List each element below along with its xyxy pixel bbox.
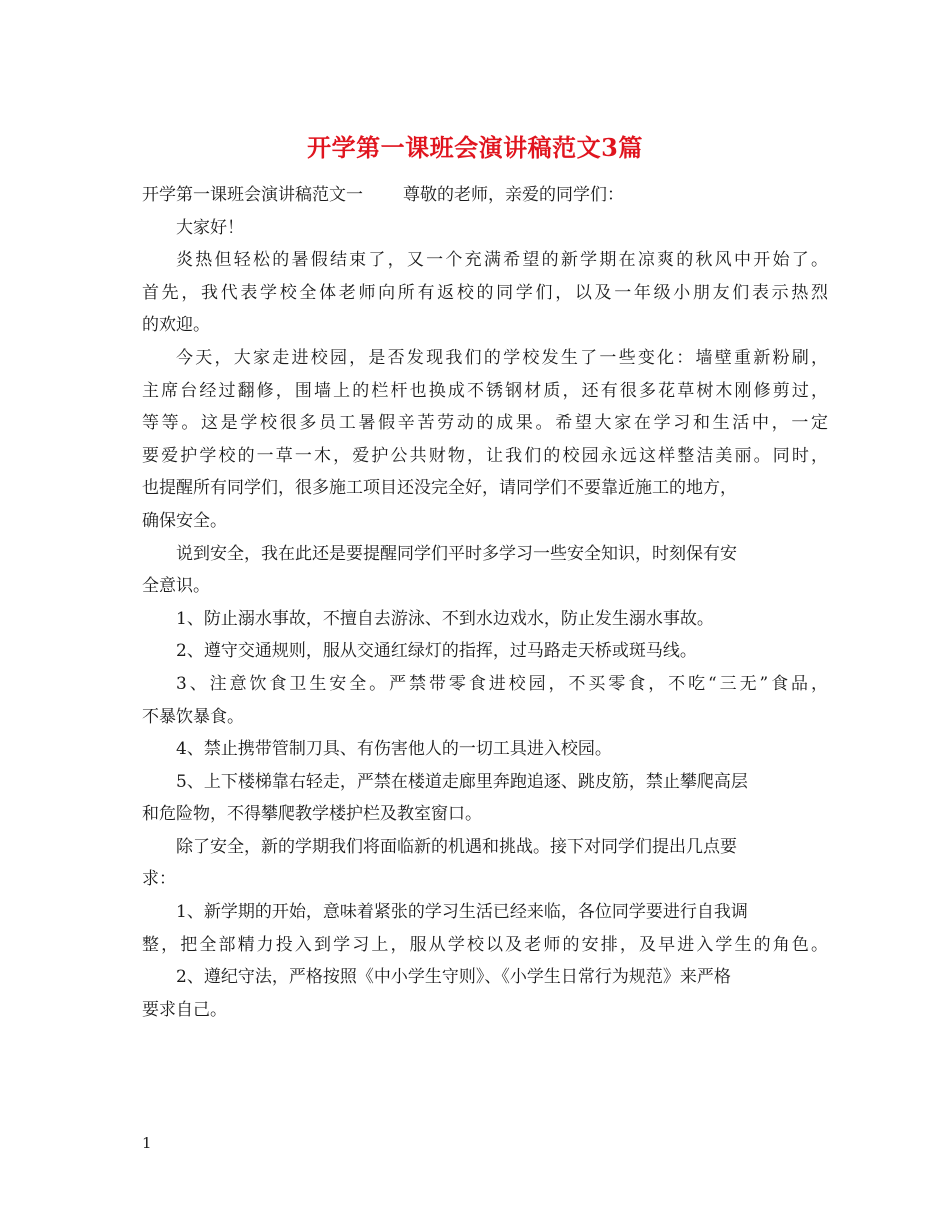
paragraph-line: 2、遵守交通规则，服从交通红绿灯的指挥，过马路走天桥或斑马线。 <box>176 641 697 662</box>
paragraph-line: 和危险物，不得攀爬教学楼护栏及教室窗口。 <box>142 804 482 825</box>
paragraph-line: 确保安全。 <box>142 510 227 531</box>
paragraph-line: 说到安全，我在此还是要提醒同学们平时多学习一些安全知识，时刻保有安 <box>176 543 737 564</box>
paragraph-line: 求： <box>142 869 176 890</box>
paragraph-line: 要爱护学校的一草一木，爱护公共财物，让我们的校园永远这样整洁美丽。同时， <box>142 445 828 466</box>
section-heading: 开学第一课班会演讲稿范文一 <box>142 185 363 205</box>
paragraph-line: 除了安全，新的学期我们将面临新的机遇和挑战。接下对同学们提出几点要 <box>176 836 737 857</box>
paragraph-line: 首先，我代表学校全体老师向所有返校的同学们，以及一年级小朋友们表示热烈 <box>142 282 828 303</box>
paragraph-line: 1、防止溺水事故，不擅自去游泳、不到水边戏水，防止发生溺水事故。 <box>176 608 714 629</box>
paragraph-line: 也提醒所有同学们，很多施工项目还没完全好，请同学们不要靠近施工的地方， <box>142 478 737 499</box>
paragraph-line: 1、新学期的开始，意味着紧张的学习生活已经来临，各位同学要进行自我调 <box>176 902 748 923</box>
paragraph-line: 炎热但轻松的暑假结束了，又一个充满希望的新学期在凉爽的秋风中开始了。 <box>176 250 828 271</box>
paragraph-line: 要求自己。 <box>142 999 227 1020</box>
paragraph-line: 不暴饮暴食。 <box>142 706 244 727</box>
paragraph-line: 3、注意饮食卫生安全。严禁带零食进校园，不买零食，不吃“三无”食品， <box>176 673 828 694</box>
document-title: 开学第一课班会演讲稿范文3篇 <box>307 133 643 162</box>
paragraph-line: 整，把全部精力投入到学习上，服从学校以及老师的安排，及早进入学生的角色。 <box>142 934 828 955</box>
paragraph-line: 的欢迎。 <box>142 315 210 336</box>
heading-line <box>142 179 828 212</box>
paragraph-line: 主席台经过翻修，围墙上的栏杆也换成不锈钢材质，还有很多花草树木刚修剪过， <box>142 380 828 401</box>
page-number: 1 <box>142 1134 152 1152</box>
paragraph-line: 4、禁止携带管制刀具、有伤害他人的一切工具进入校园。 <box>176 739 612 760</box>
paragraph-line: 今天，大家走进校园，是否发现我们的学校发生了一些变化：墙壁重新粉刷， <box>176 347 828 368</box>
paragraph-line: 等等。这是学校很多员工暑假辛苦劳动的成果。希望大家在学习和生活中，一定 <box>142 413 828 434</box>
salutation: 尊敬的老师，亲爱的同学们： <box>403 185 624 205</box>
paragraph-line: 5、上下楼梯靠右轻走，严禁在楼道走廊里奔跑追逐、跳皮筋，禁止攀爬高层 <box>176 771 748 792</box>
document-body <box>142 179 828 1026</box>
paragraph-line: 2、遵纪守法，严格按照《中小学生守则》、《小学生日常行为规范》来严格 <box>176 967 731 988</box>
paragraph-line: 大家好！ <box>176 217 244 238</box>
paragraph-line: 全意识。 <box>142 576 210 597</box>
